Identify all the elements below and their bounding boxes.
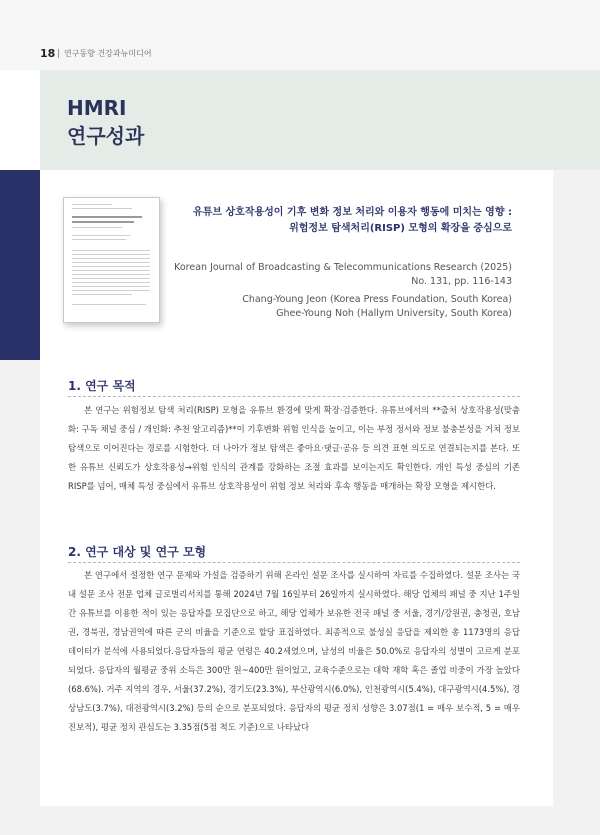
thumb-line <box>72 204 112 205</box>
thumb-line <box>72 208 132 209</box>
section1-body <box>68 401 520 496</box>
section2-text: 본 연구에서 설정한 연구 문제와 가설을 검증하기 위해 온라인 설문 조사를 실시하여 자료를 수집하였다. 설문 조사는 국내 설문 조사 전문 업체 글로벌리서치를 통해 2024년 7월 16일부터 26일까지 실시하였다. 해당 업체의 패널 중 지난 1주일간 유튜브를 이용한 적이 있는 응답자를 모집단으로 하고, 해당 업체가 보유한 전국 패널 중 서울, 경기/강원권, 충청권, 호남권, 경북권, 경남권역에 따른 군의 비율을 기준으로 할당 표집하였다. 최종적으로 불성실 응답을 제외한 총 1173명의 응답 데이터가 분석에 사용되었다.응답자들의 평균 연령은 40.2세였으며, 남성의 비율은 50.0%로 응답자의 성별이 고르게 분포되었다. 응답자의 월평균 중위 소득은 300만 원~400만 원이었고, 교육수준으로는 대학 재학 혹은 졸업 비중이 가장 높았다(68.6%). 거주 지역의 경우, 서울(37.2%), 경기도(23.3%), 부산광역시(6.0%), 인천광역시(5.4%), 대구광역시(4.5%), 경상남도(3.7%), 대전광역시(3.2%) 등의 순으로 분포되었다. 응답자의 평균 정치 성향은 3.07점(1 = 매우 보수적, 5 = 매우 진보적), 평균 정치 관심도는 3.35점(5점 척도 기준)으로 나타났다 <box>68 570 520 732</box>
right-margin-band <box>553 170 600 835</box>
thumb-line <box>72 216 142 218</box>
journal-citation <box>174 261 512 289</box>
thumb-line <box>72 254 150 255</box>
paper-title-line1: 유튜브 상호작용성이 기후 변화 정보 처리와 이용자 행동에 미치는 영향 : <box>193 207 512 218</box>
thumb-line <box>72 270 150 271</box>
hero-title-line1: HMRI <box>67 96 127 120</box>
hero-title <box>67 94 144 150</box>
thumb-line <box>72 227 122 228</box>
section1-heading: 1. 연구 목적 <box>68 379 136 393</box>
page-header <box>0 0 600 70</box>
section2-body <box>68 566 520 737</box>
thumb-line <box>72 258 150 259</box>
bottom-margin-band <box>40 806 553 835</box>
accent-bar <box>0 170 40 360</box>
thumb-line <box>72 274 150 275</box>
journal-name: Korean Journal of Broadcasting & Telecommunications Research (2025) <box>174 262 512 273</box>
thumb-line <box>72 262 150 263</box>
paper-title-line2: 위험정보 탐색처리(RISP) 모형의 확장을 중심으로 <box>289 223 512 234</box>
section2-heading: 2. 연구 대상 및 연구 모형 <box>68 545 207 559</box>
thumb-line <box>72 286 150 287</box>
thumb-line <box>72 266 150 267</box>
thumb-line <box>72 294 132 295</box>
running-head: 연구동향 건강과뉴미디어 <box>64 49 152 58</box>
paper-title <box>193 205 512 237</box>
journal-issue: No. 131, pp. 116-143 <box>411 276 512 287</box>
thumb-line <box>72 235 130 236</box>
section1-divider <box>68 396 520 397</box>
section1-text: 본 연구는 위험정보 탐색 처리(RISP) 모형을 유튜브 환경에 맞게 확장·검증한다. 유튜브에서의 **출처 상호작용성(맞춤화: 구독 채널 중심 / 개인화: 추천 알고리즘)**이 기후변화 위험 인식을 높이고, 이는 부정 정서와 정보 불충분성을 거쳐 정보 탐색으로 이어진다는 경로를 시험한다. 더 나아가 정보 탐색은 좋아요·댓글·공유 등 의견 표현 의도로 연결되는지를 본다. 또한 유튜브 신뢰도가 상호작용성→위험 인식의 관계를 강화하는 조절 효과를 보이는지도 확인한다. 개인 특성 중심의 기존 RISP를 넘어, 매체 특성 중심에서 유튜브 상호작용성이 위험 정보 처리와 후속 행동을 매개하는 확장 모형을 제시한다. <box>68 405 520 491</box>
thumb-line <box>72 304 146 305</box>
thumb-line <box>72 221 134 223</box>
page-number: 18 <box>40 47 56 60</box>
author-2: Ghee-Young Noh (Hallym University, South Korea) <box>276 308 512 319</box>
thumb-line <box>72 239 126 240</box>
thumb-line <box>72 278 150 279</box>
author-1: Chang-Young Jeon (Korea Press Foundation, South Korea) <box>242 294 512 305</box>
thumb-line <box>72 282 150 283</box>
paper-thumbnail <box>63 197 160 323</box>
thumb-line <box>72 250 150 251</box>
header-divider <box>58 49 59 58</box>
hero-title-line2: 연구성과 <box>67 124 145 148</box>
section2-divider <box>68 562 520 563</box>
thumb-line <box>72 290 150 291</box>
author-list <box>242 293 512 321</box>
